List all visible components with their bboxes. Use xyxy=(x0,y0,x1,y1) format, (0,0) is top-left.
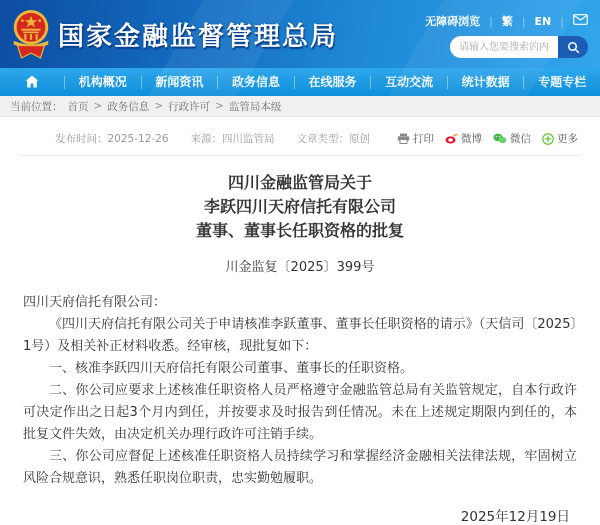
site-title: 国家金融监督管理总局 xyxy=(58,22,339,52)
nav-item-online-services[interactable]: 在线服务 xyxy=(308,75,357,89)
paragraph: 二、你公司应要求上述核准任职资格人员严格遵守金融监管总局有关监管规定，自本行政许可决定作出之日起3个月内到任，并按要求及时报告到任情况。未在上述规定期限内到任的，本批复文件失效，由决定机关办理行政许可注销手续。 xyxy=(23,383,577,442)
weibo-icon xyxy=(445,133,458,144)
breadcrumb-admin-license[interactable]: 行政许可 xyxy=(168,100,211,113)
document-number: 川金监复〔2025〕399号 xyxy=(225,260,375,275)
document-title xyxy=(0,171,600,243)
utility-separator: | xyxy=(489,14,493,28)
search-input[interactable] xyxy=(450,36,558,58)
search-button[interactable] xyxy=(558,36,588,58)
salutation: 四川天府信托有限公司： xyxy=(23,295,167,310)
nav-item-gov-info[interactable]: 政务信息 xyxy=(231,75,280,89)
more-share-button[interactable]: 更多 xyxy=(542,131,578,146)
article-container xyxy=(0,131,600,525)
paragraph: 三、你公司应督促上述核准任职资格人员持续学习和掌握经济金融相关法律法规，牢固树立风险合规意识，熟悉任职岗位职责，忠实勤勉履职。 xyxy=(23,449,577,486)
article-type: 文章类型：原创 xyxy=(296,133,371,145)
english-link[interactable]: EN xyxy=(534,14,552,28)
utility-bar xyxy=(425,13,588,29)
title-line-2: 李跃四川天府信托有限公司 xyxy=(203,197,396,216)
article-meta xyxy=(55,131,578,146)
plus-circle-icon xyxy=(542,133,554,145)
breadcrumb-label: 当前位置： xyxy=(10,100,63,113)
nav-item-statistics[interactable]: 统计数据 xyxy=(461,75,510,89)
share-bar xyxy=(397,131,578,146)
document-body xyxy=(23,292,577,490)
breadcrumb-separator: > xyxy=(154,100,164,112)
nav-item-special-topics[interactable]: 专题专栏 xyxy=(538,75,587,89)
search-icon xyxy=(567,41,580,54)
mail-icon[interactable] xyxy=(573,14,588,28)
home-icon xyxy=(25,75,39,88)
printer-icon xyxy=(397,133,410,144)
national-emblem-logo xyxy=(8,8,54,60)
paragraph: 《四川天府信托有限公司关于申请核准李跃董事、董事长任职资格的请示》（天信司〔2025〕1号）及相关补正材料收悉。经审核，现批复如下： xyxy=(23,317,577,354)
utility-separator: | xyxy=(560,14,564,28)
nav-home[interactable] xyxy=(0,68,64,96)
breadcrumb-separator: > xyxy=(93,100,103,112)
breadcrumb-gov-info[interactable]: 政务信息 xyxy=(107,100,150,113)
breadcrumb-bureau-level[interactable]: 监管局本级 xyxy=(228,100,282,113)
utility-separator: | xyxy=(521,14,526,28)
wechat-share-button[interactable]: 微信 xyxy=(493,131,531,146)
breadcrumb-separator: > xyxy=(215,100,224,112)
breadcrumb-home[interactable]: 首页 xyxy=(67,100,89,113)
title-line-1: 四川金融监管局关于 xyxy=(227,173,372,192)
nav-item-interaction[interactable]: 互动交流 xyxy=(385,75,434,89)
title-line-3: 董事、董事长任职资格的批复 xyxy=(195,221,404,240)
signature-date: 2025年12月19日 xyxy=(460,509,570,525)
meta-divider xyxy=(20,155,580,156)
nav-item-organization[interactable]: 机构概况 xyxy=(78,75,127,89)
accessibility-link[interactable]: 无障碍浏览 xyxy=(425,15,481,28)
wechat-icon xyxy=(493,133,507,144)
print-button[interactable]: 打印 xyxy=(397,131,434,146)
site-banner xyxy=(0,0,600,68)
paragraph: 一、核准李跃四川天府信托有限公司董事、董事长的任职资格。 xyxy=(49,361,414,376)
nav-item-news[interactable]: 新闻资讯 xyxy=(155,75,204,89)
publish-time: 发布时间：2025-12-26 xyxy=(55,133,169,145)
traditional-chinese-link[interactable]: 繁 xyxy=(501,15,513,28)
article-source: 来源：四川监管局 xyxy=(190,133,275,145)
search-box xyxy=(450,36,588,58)
weibo-share-button[interactable]: 微博 xyxy=(445,131,482,146)
